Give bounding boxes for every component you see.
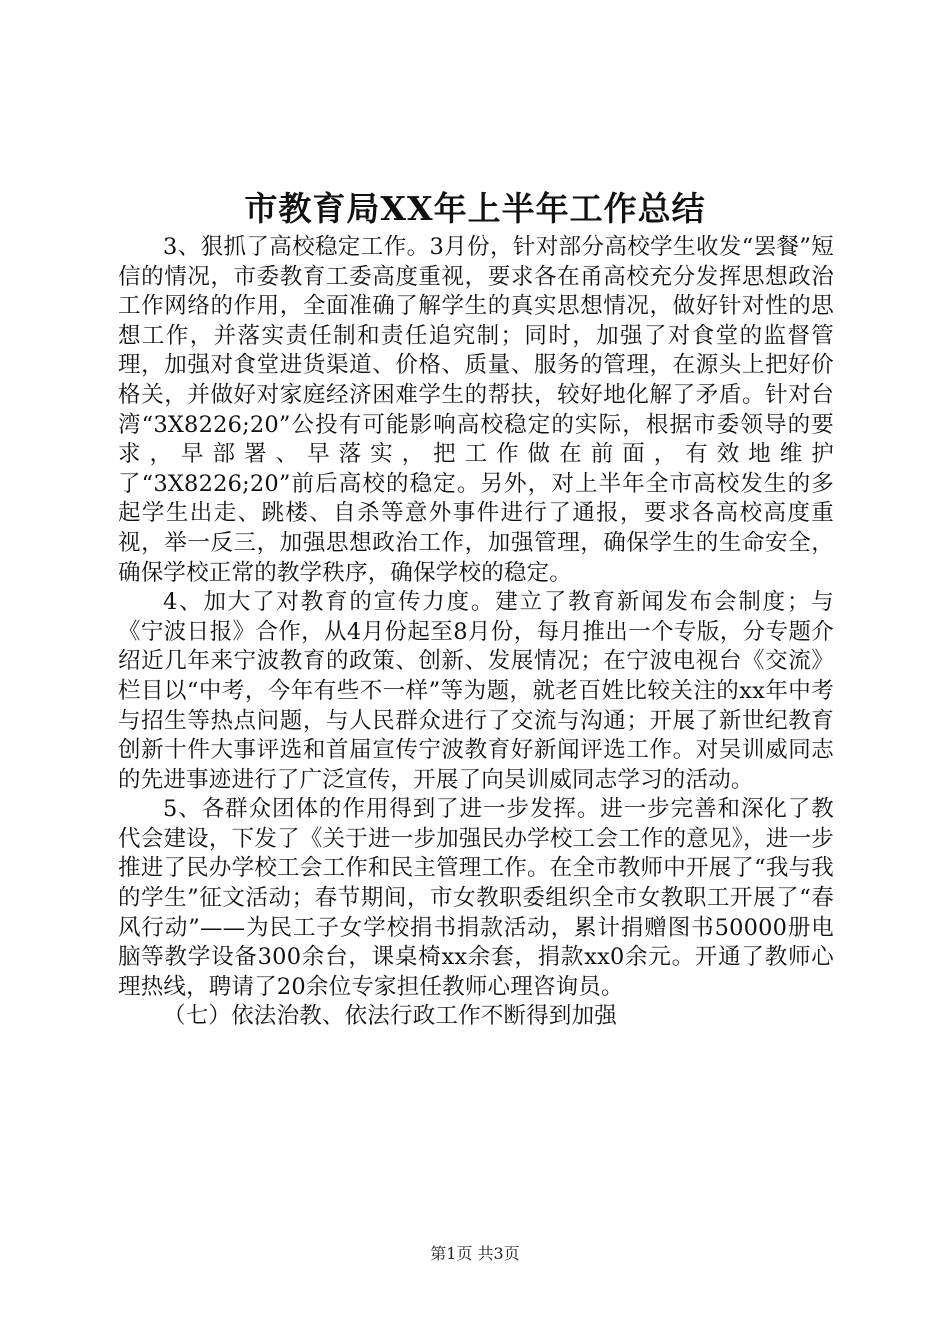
document-title: 市教育局XX年上半年工作总结 [244, 189, 706, 228]
document-body [118, 233, 834, 1032]
section-heading-7: （七）依法治教、依法行政工作不断得到加强 [163, 1003, 618, 1030]
paragraph-item-4: 4、加大了对教育的宣传力度。建立了教育新闻发布会制度；与《宁波日报》合作，从4月份起至8月份，每月推出一个专版，分专题介绍近几年来宁波教育的政策、创新、发展情况；在宁波电视台《交流》栏目以“中考，今年有些不一样”等为题，就老百姓比较关注的xx年中考与招生等热点问题，与人民群众进行了交流与沟通；开展了新世纪教育创新十件大事评选和首届宣传宁波教育好新闻评选工作。对吴训威同志的先进事迹进行了广泛宣传，开展了向吴训威同志学习的活动。 [118, 589, 834, 793]
paragraph-item-3: 3、狠抓了高校稳定工作。3月份，针对部分高校学生收发“罢餐”短信的情况，市委教育工委高度重视，要求各在甬高校充分发挥思想政治工作网络的作用，全面准确了解学生的真实思想情况，做好针对性的思想工作，并落实责任制和责任追究制；同时，加强了对食堂的监督管理，加强对食堂进货渠道、价格、质量、服务的管理，在源头上把好价格关，并做好对家庭经济困难学生的帮扶，较好地化解了矛盾。针对台湾“3X8226;20”公投有可能影响高校稳定的实际，根据市委领导的要求，早部署、早落实，把工作做在前面，有效地维护了“3X8226;20”前后高校的稳定。另外，对上半年全市高校发生的多起学生出走、跳楼、自杀等意外事件进行了通报，要求各高校高度重视，举一反三，加强思想政治工作，加强管理，确保学生的生命安全，确保学校正常的教学秩序，确保学校的稳定。 [118, 234, 834, 586]
page-footer: 第1页 共3页 [430, 1244, 520, 1263]
paragraph-item-5: 5、各群众团体的作用得到了进一步发挥。进一步完善和深化了教代会建设，下发了《关于进一步加强民办学校工会工作的意见》，进一步推进了民办学校工会工作和民主管理工作。在全市教师中开展了“我与我的学生”征文活动；春节期间，市女教职委组织全市女教职工开展了“春风行动”——为民工子女学校捐书捐款活动，累计捐赠图书50000册电脑等教学设备300余台，课桌椅xx余套，捐款xx0余元。开通了教师心理热线，聘请了20余位专家担任教师心理咨询员。 [118, 796, 834, 1000]
